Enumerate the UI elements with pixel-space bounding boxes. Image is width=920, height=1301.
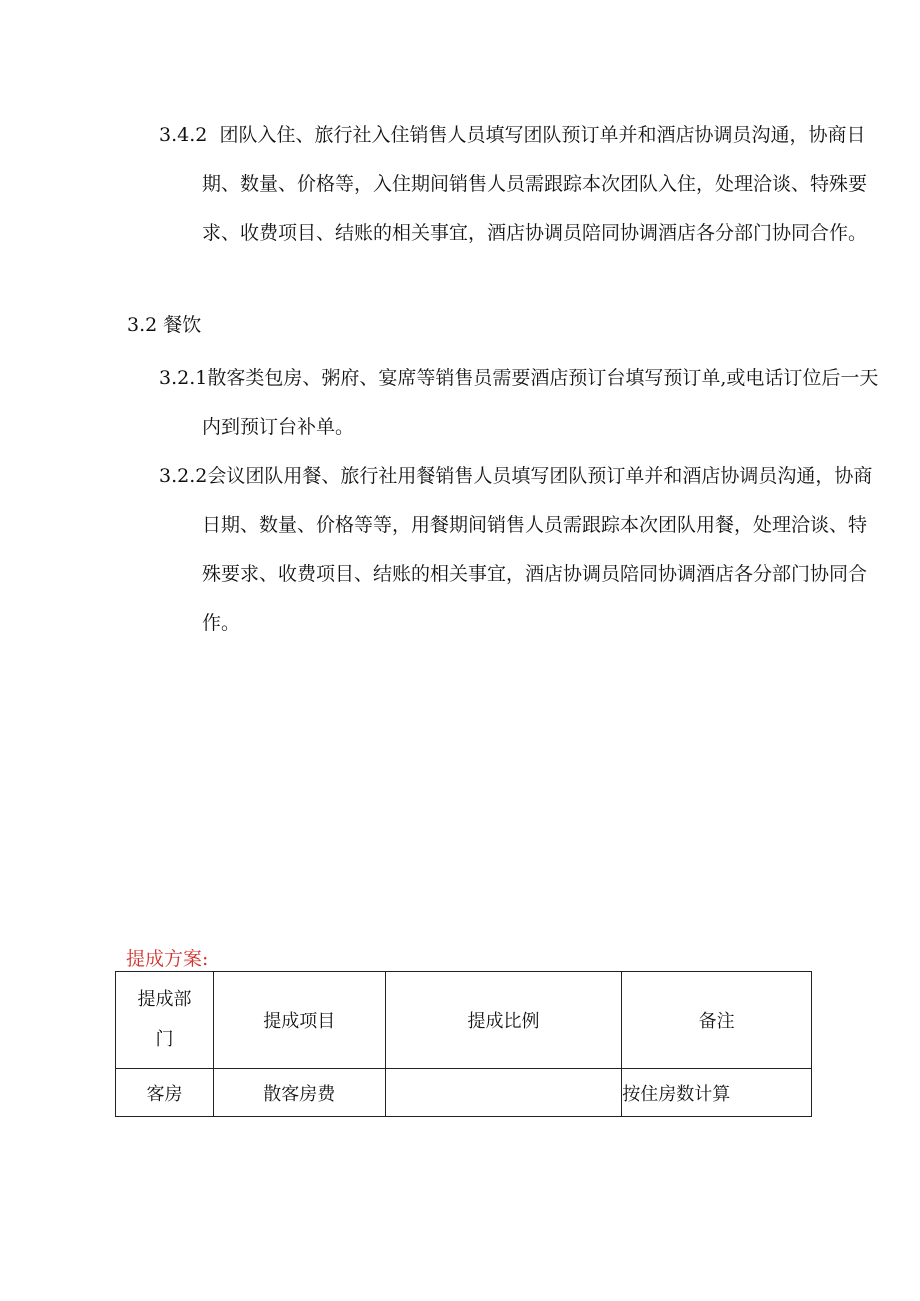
section-3-2-1 — [159, 354, 882, 452]
cell-ratio — [385, 1069, 622, 1117]
section-text: 会议团队用餐、旅行社用餐销售人员填写团队预订单并和酒店协调员沟通，协商日期、数量、价格等等，用餐期间销售人员需跟踪本次团队用餐，处理洽谈、特殊要求、收费项目、结账的相关事宜，酒店协调员陪同协调酒店各分部门协同合作。 — [202, 465, 873, 634]
header-cell-ratio: 提成比例 — [385, 972, 622, 1069]
header-cell-item: 提成项目 — [213, 972, 385, 1069]
section-number: 3.4.2 — [159, 124, 208, 146]
header-cell-note: 备注 — [622, 972, 812, 1069]
section-3-4-2 — [159, 111, 882, 258]
cell-dept: 客房 — [116, 1069, 214, 1117]
table-row — [116, 1069, 812, 1117]
section-text: 团队入住、旅行社入住销售人员填写团队预订单并和酒店协调员沟通，协商日期、数量、价格等，入住期间销售人员需跟踪本次团队入住，处理洽谈、特殊要求、收费项目、结账的相关事宜，酒店协调员陪同协调酒店各分部门协同合作。 — [202, 124, 868, 244]
table-header-row — [116, 972, 812, 1069]
plan-title: 提成方案: — [126, 948, 209, 970]
section-text: 散客类包房、粥府、宴席等销售员需要酒店预订台填写预订单,或电话订位后一天内到预订台补单。 — [202, 367, 879, 438]
header-cell-dept: 提成部门 — [116, 972, 214, 1069]
commission-table — [115, 971, 812, 1117]
cell-item: 散客房费 — [213, 1069, 385, 1117]
section-heading-3-2: 3.2 餐饮 — [127, 314, 202, 336]
section-number: 3.2.2 — [159, 465, 208, 487]
section-number: 3.2.1 — [159, 367, 208, 389]
section-3-2-2 — [159, 452, 882, 648]
cell-note: 按住房数计算 — [622, 1069, 812, 1117]
